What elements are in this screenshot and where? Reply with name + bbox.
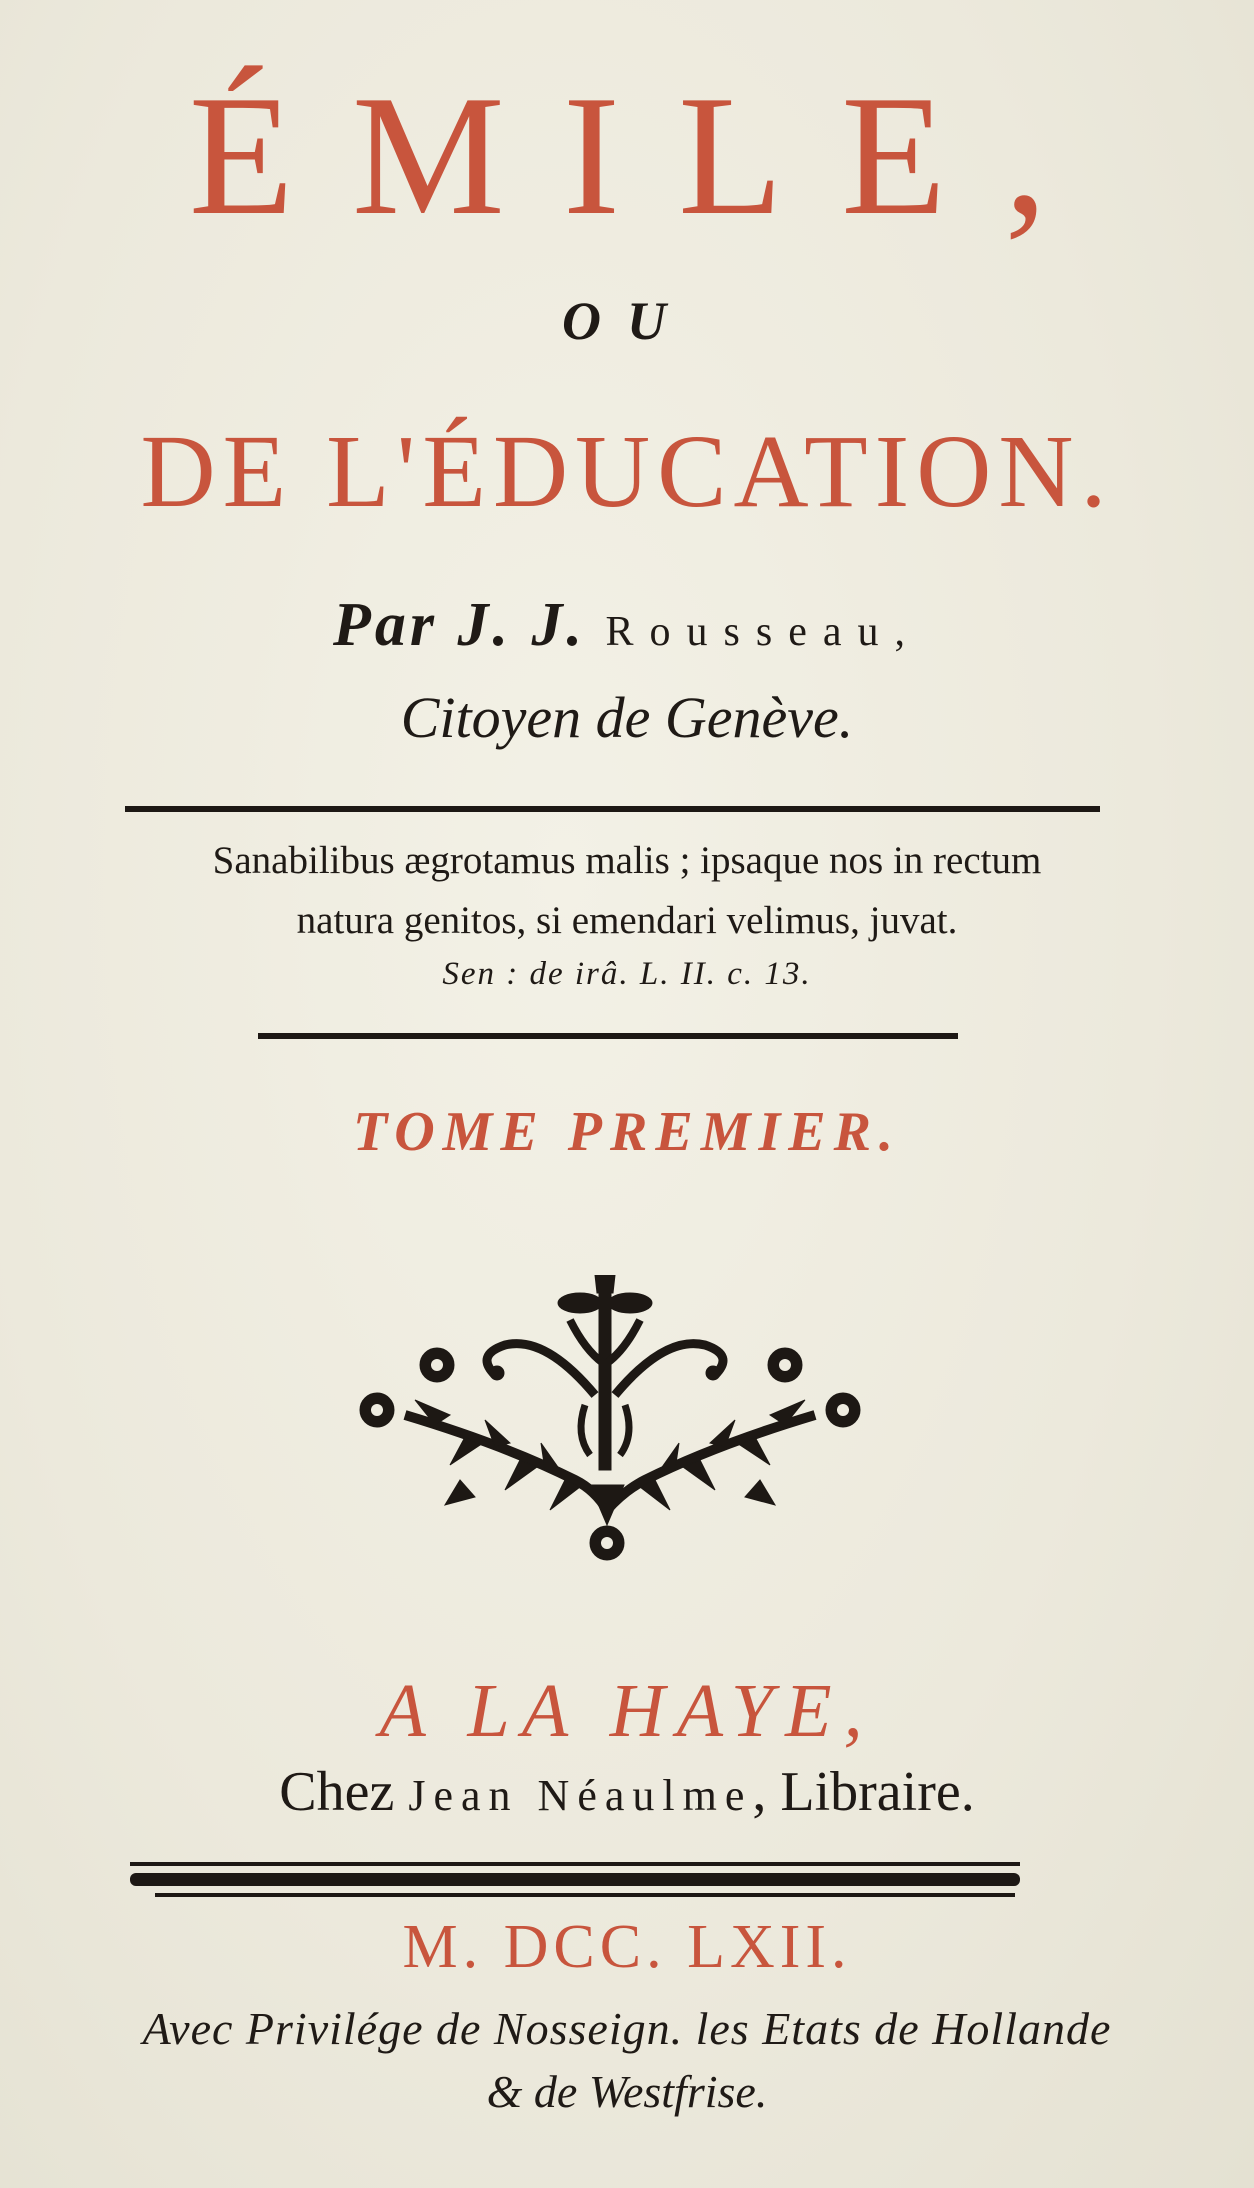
- publisher-suffix: , Libraire.: [752, 1761, 975, 1823]
- privilege-line-1: Avec Privilége de Nosseign. les Etats de Hollande: [142, 2003, 1112, 2054]
- divider-rule: [130, 1862, 1020, 1866]
- floral-ornament-icon: [345, 1275, 885, 1585]
- publisher-name: Jean Néaulme: [408, 1771, 753, 1820]
- author-description: Citoyen de Genève.: [400, 685, 854, 750]
- book-subtitle: DE L'ÉDUCATION.: [140, 414, 1114, 529]
- imprint-place: A LA HAYE,: [379, 1669, 875, 1753]
- ornament-crown: [558, 1275, 652, 1363]
- rosette: [768, 1348, 802, 1382]
- divider-rule: [258, 1033, 958, 1039]
- author-prefix: Par J. J.: [333, 591, 586, 659]
- rosette: [420, 1348, 454, 1382]
- publication-year: M. DCC. LXII.: [402, 1913, 852, 1981]
- divider-rule: [130, 1873, 1020, 1886]
- author-name: Rousseau,: [605, 609, 921, 655]
- publisher-prefix: Chez: [279, 1761, 395, 1823]
- epigraph-line-1: Sanabilibus ægrotamus malis ; ipsaque nos in rectum: [212, 839, 1042, 882]
- privilege-line-2: & de Westfrise.: [486, 2066, 768, 2117]
- rosette: [826, 1393, 860, 1427]
- imprint-publisher: [0, 1760, 1254, 1824]
- rosette: [590, 1526, 624, 1560]
- title-connector: OU: [562, 291, 692, 351]
- rosette: [360, 1393, 394, 1427]
- divider-rule: [155, 1893, 1015, 1897]
- epigraph-line-2: natura genitos, si emendari velimus, juvat.: [296, 899, 958, 942]
- volume-label: TOME PREMIER.: [353, 1101, 901, 1163]
- book-title: ÉMILE,: [188, 61, 1106, 251]
- author-line: [0, 590, 1254, 661]
- divider-rule: [125, 806, 1100, 812]
- epigraph-source: Sen : de irâ. L. II. c. 13.: [442, 956, 812, 992]
